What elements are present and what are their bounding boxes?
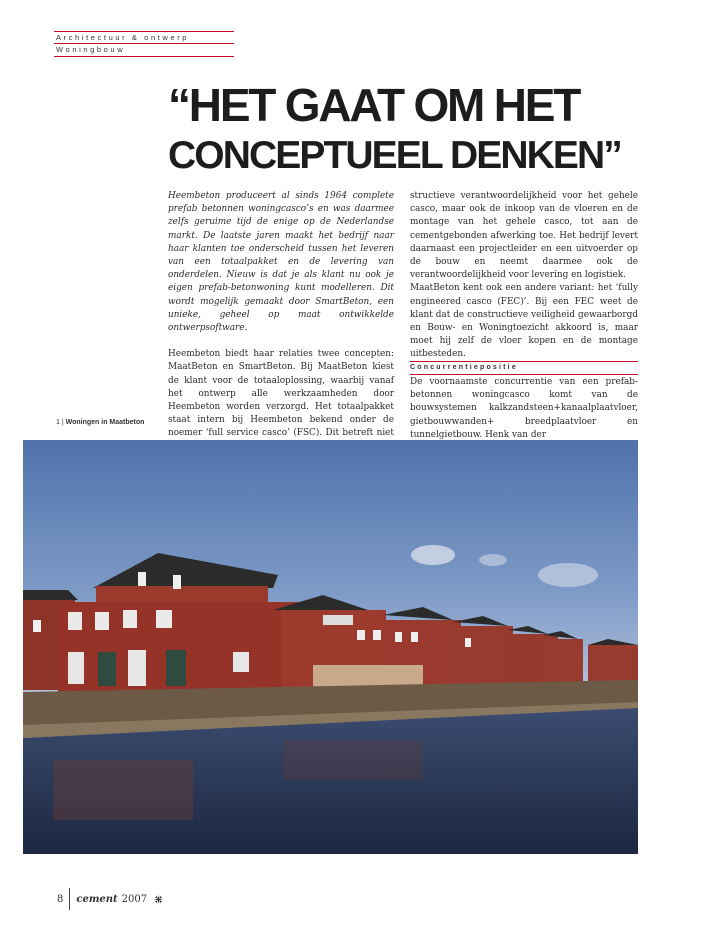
section-label: Architectuur & ontwerp	[56, 33, 190, 42]
headline-line-1: “HET GAAT OM HET	[168, 79, 580, 131]
header-rule-middle	[54, 43, 234, 44]
caption-text: Woningen in Maatbeton	[65, 419, 145, 426]
subhead-rule-top	[410, 361, 638, 362]
article-body-3: De voornaamste concurrentie van een prefab-betonnen woningcasco komt van de bouwsystemen kalkzandsteen+kanaalplaatvloer, gietbouwwanden+ breedplaatvloer en tunnelgietbouw. Henk van der	[410, 377, 638, 440]
page-number: 8	[57, 893, 64, 905]
page-footer	[57, 888, 163, 910]
caption-number: 1	[56, 419, 60, 426]
magazine-year: 2007	[121, 893, 148, 905]
subhead-rule-bottom	[410, 374, 638, 375]
article-body-1-continued: structieve verantwoordelijkheid voor het gehele casco, maar ook de inkoop van de vloeren en de montage van het gehele casco, tot aan de cementgebonden afwerking toe. Het bedrijf levert daarnaast een projectleider en een uitvoerder op de bouw en neemt daarmee ook de verantwoordelijkheid voor levering en logistiek.	[410, 191, 638, 281]
magazine-name: cement	[76, 893, 118, 905]
housing-photo	[23, 440, 638, 854]
magazine-logo-icon	[154, 895, 163, 904]
subhead-concurrentiepositie: Concurrentiepositie	[410, 364, 518, 371]
article-body-1: Heembeton biedt haar relaties twee concepten: MaatBeton en SmartBeton. Bij MaatBeton kiest de klant voor de totaaloplossing, waarbij vanaf het ontwerp alle werkzaamheden door Heembeton worden verzorgd. Het totaalpakket staat intern bij Heembeton bekend onder de noemer ‘full service casco’ (FSC). Dit betreft niet	[168, 349, 394, 439]
header-rule-top	[54, 31, 234, 32]
subsection-label: Woningbouw	[56, 45, 126, 54]
article-body-2: MaatBeton kent ook een andere variant: het ‘fully engineered casco (FEC)’. Bij een FEC weet de klant dat de constructieve veiligheid gewaarborgd en Bouw- en Woningtoezicht akkoord is, maar moet hij zelf de vloer kopen en de montage uitbesteden.	[410, 283, 638, 360]
photo-caption	[56, 419, 144, 426]
footer-divider	[69, 888, 70, 910]
headline-line-2: CONCEPTUEEL DENKEN”	[168, 134, 621, 177]
article-column-right	[410, 190, 638, 360]
article-column-right-bottom	[410, 376, 638, 440]
caption-separator: |	[61, 419, 66, 426]
article-column-left	[168, 190, 394, 439]
article-intro: Heembeton produceert al sinds 1964 complete prefab betonnen woningcasco’s en was daarmee zelfs geruime tijd de enige op de Nederlandse markt. De laatste jaren maakt het bedrijf naar haar klanten toe onderscheid tussen het leveren van een totaalpakket en de levering van onderdelen. Nieuw is dat je als klant nu ook je eigen prefab-betonwoning kunt modelleren. Dit wordt mogelijk gemaakt door SmartBeton, een unieke, geheel op maat ontwikkelde ontwerpsoftware.	[168, 191, 394, 334]
housing-photo-image	[23, 440, 638, 854]
header-rule-bottom	[54, 56, 234, 57]
